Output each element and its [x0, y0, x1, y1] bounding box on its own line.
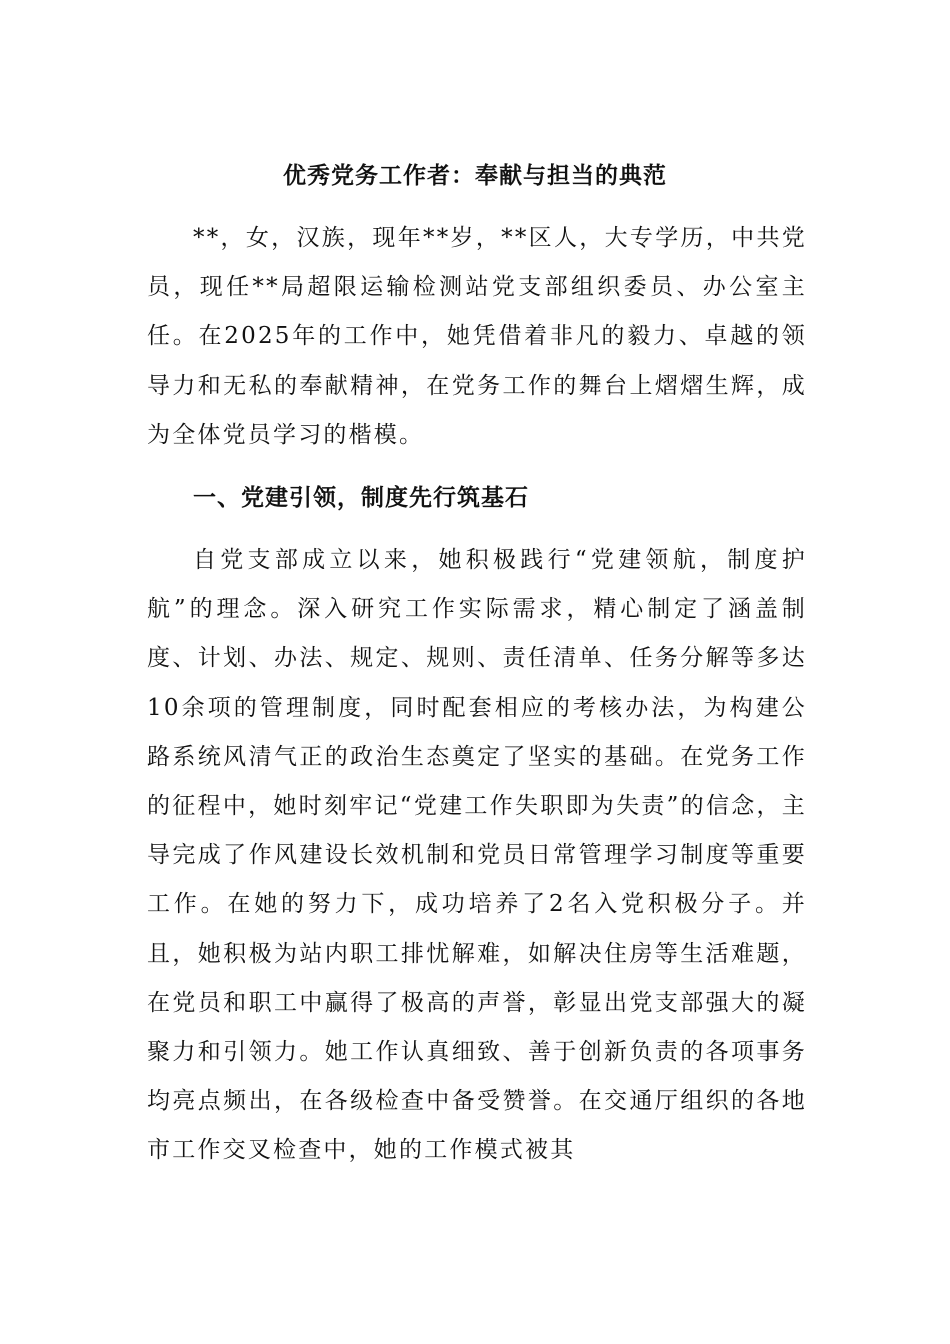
document-title: 优秀党务工作者：奉献与担当的典范: [283, 162, 667, 189]
section-paragraph: 自党支部成立以来，她积极践行“党建领航，制度护航”的理念。深入研究工作实际需求，精心制定了涵盖制度、计划、办法、规定、规则、责任清单、任务分解等多达10余项的管理制度，同时配套相应的考核办法，为构建公路系统风清气正的政治生态奠定了坚实的基础。在党务工作的征程中，她时刻牢记“党建工作失职即为失责”的信念，主导完成了作风建设长效机制和党员日常管理学习制度等重要工作。在她的努力下，成功培养了2名入党积极分子。并且，她积极为站内职工排忧解难，如解决住房等生活难题，在党员和职工中赢得了极高的声誉，彰显出党支部强大的凝聚力和引领力。她工作认真细致、善于创新负责的各项事务均亮点频出，在各级检查中备受赞誉。在交通厅组织的各地市工作交叉检查中，她的工作模式被其: [147, 547, 807, 1164]
section-heading: 一、党建引领，制度先行筑基石: [193, 484, 529, 511]
intro-paragraph: **，女，汉族，现年**岁，**区人，大专学历，中共党员，现任**局超限运输检测站党支部组织委员、办公室主任。在2025年的工作中，她凭借着非凡的毅力、卓越的领导力和无私的奉献精神，在党务工作的舞台上熠熠生辉，成为全体党员学习的楷模。: [147, 225, 807, 448]
